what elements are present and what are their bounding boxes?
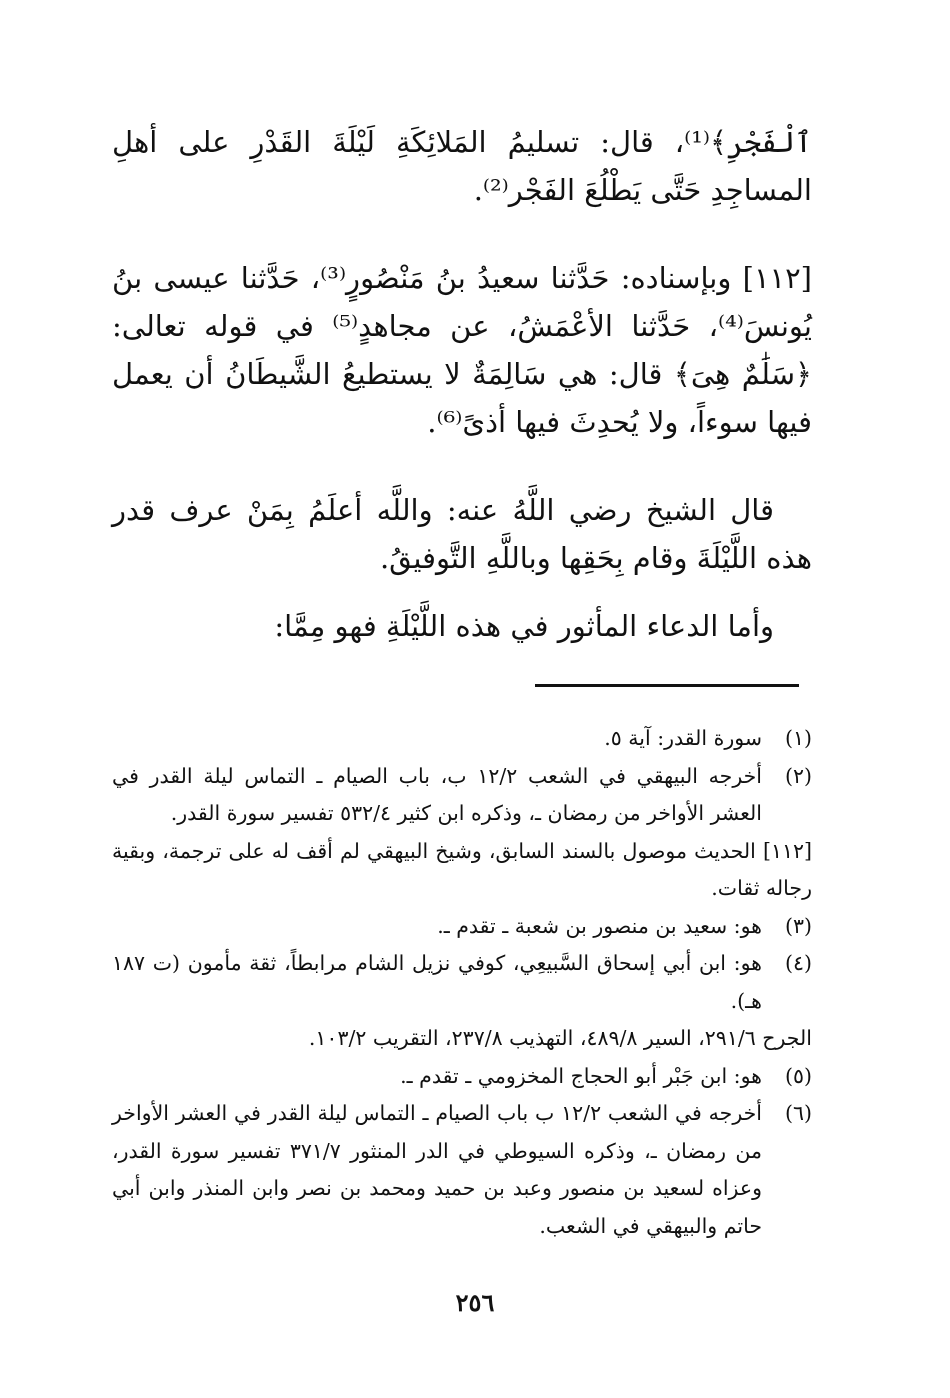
- footnote-text: هو: سعيد بن منصور بن شعبة ـ تقدم ـ.: [437, 913, 762, 938]
- footnote-number: (٥): [784, 1063, 812, 1088]
- footnote-text: [١١٢] الحديث موصول بالسند السابق، وشيخ البيهقي لم أقف له على ترجمة، وبقية رجاله ثقات.: [112, 838, 812, 900]
- footnote-number: (٢): [784, 763, 812, 788]
- footnotes: [112, 720, 812, 1245]
- footnote-5: [112, 1058, 812, 1096]
- footnote-text: الجرح ٢٩١/٦، السير ٤٨٩/٨، التهذيب ٢٣٧/٨، التقريب ١٠٣/٢.: [308, 1026, 812, 1050]
- footnote-text: سورة القدر: آية ٥.: [604, 726, 762, 750]
- main-text: [112, 118, 812, 650]
- footnote-divider: [535, 684, 799, 687]
- page-number: ٢٥٦: [455, 1288, 495, 1317]
- footnote-2: [112, 758, 812, 833]
- footnote-6: [112, 1095, 812, 1245]
- paragraph-supplication-intro: وأما الدعاء المأثور في هذه اللَّيْلَةِ فهو مِمَّا:: [274, 609, 774, 643]
- footnote-4-references: [112, 1020, 812, 1058]
- footnote-number: (١): [784, 726, 812, 750]
- footnote-text: أخرجه في الشعب ١٢/٢ ب باب الصيام ـ التماس ليلة القدر في العشر الأواخر من رمضان ـ، وذكره السيوطي في الدر المنثور ٣٧١/٧ تفسير سورة القدر، وعزاه لسعيد بن منصور وعبد بن حميد ومحمد بن نصر وابن المنذر وابن أبي حاتم والبيهقي في الشعب.: [112, 1101, 762, 1238]
- footnote-number: (٣): [784, 913, 812, 938]
- paragraph-verse-end: ٱلْفَجْرِ﴾⁽¹⁾، قال: تسليمُ المَلائِكَةِ لَيْلَةَ القَدْرِ على أهلِ المساجِدِ حَتَّى يَطْلُعَ الفَجْر⁽²⁾.: [112, 125, 812, 207]
- paragraph-hadith-112: [١١٢] وبإسناده: حَدَّثنا سعيدُ بنُ مَنْصُورٍ⁽³⁾، حَدَّثنا عيسى بنُ يُونسَ⁽⁴⁾، حَدَّثنا الأعْمَشُ، عن مجاهدٍ⁽⁵⁾ في قوله تعالى: ﴿سَلَٰمٌ هِىَ﴾ قال: هي سَالِمَةٌ لا يستطيعُ الشَّيطَانُ أن يعمل فيها سوءاً، ولا يُحدِثَ فيها أذىً⁽⁶⁾.: [112, 261, 813, 439]
- footnote-text: هو: ابن جَبْر أبو الحجاج المخزومي ـ تقدم ـ.: [400, 1063, 762, 1088]
- footnote-4: [112, 945, 812, 1020]
- footnote-number: (٤): [784, 951, 812, 975]
- paragraph-sheikh-comment: قال الشيخ رضي اللَّهُ عنه: واللَّه أعلَمُ بِمَنْ عرف قدر هذه اللَّيْلَةَ وقام بِحَقِها وباللَّهِ التَّوفيقُ.: [112, 493, 812, 575]
- footnote-hadith-112: [112, 833, 812, 908]
- footnote-text: أخرجه البيهقي في الشعب ١٢/٢ ب، باب الصيام ـ التماس ليلة القدر في العشر الأواخر من رمضان ـ، وذكره ابن كثير ٥٣٢/٤ تفسير سورة القدر.: [112, 763, 762, 825]
- footnote-number: (٦): [784, 1101, 812, 1125]
- footnote-1: [112, 720, 812, 758]
- footnote-3: [112, 908, 812, 946]
- footnote-text: هو: ابن أبي إسحاق السَّبيعِي، كوفي نزيل الشام مرابطاً، ثقة مأمون (ت ١٨٧ هـ).: [112, 951, 762, 1013]
